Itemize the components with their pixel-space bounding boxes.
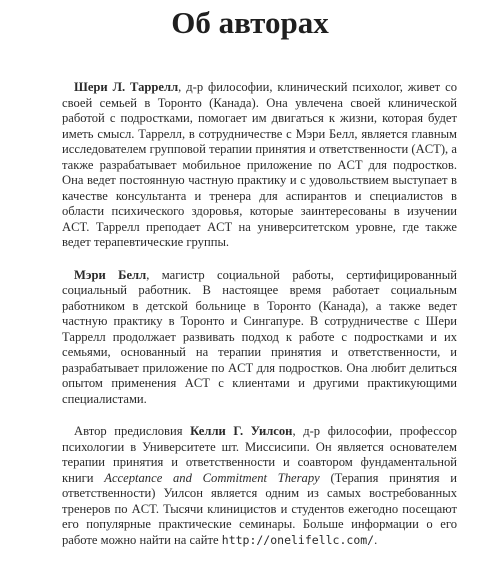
author-bio-text: , д-р философии, профессор психологии в Университете шт. Миссисипи. Он является основателем терапии принятия и ответственности и соавтором фундаментальной книги (62, 424, 457, 485)
author-bio-text: (Терапия принятия и ответственности) Уилсон является одним из самых востребованных тренеров по ACT. Тысячи клиницистов и студентов ежегодно посещают его популярные практические семинары. Больше информации о его работе можно найти на сайте (62, 470, 457, 547)
author-name-turrell: Шери Л. Таррелл (74, 80, 179, 94)
author-bio-turrell (62, 80, 457, 251)
author-bio-bell (62, 268, 457, 408)
website-link[interactable]: http://onelifellc.com/ (221, 532, 375, 547)
sentence-end: . (374, 532, 378, 547)
author-name-wilson: Келли Г. Уилсон (190, 424, 293, 438)
page-title: Об авторах (171, 5, 329, 40)
author-bio-text: , д-р философии, клинический психолог, живет со своей семьей в Торонто (Канада). Она увлечена своей клинической работой с подростками, помогает им двигаться к жизни, которая будет иметь смысл. Таррелл, в сотрудничестве с Мэри Белл, является главным исследователем групповой терапии принятия и ответственности (ACT), а также разрабатывает мобильное приложение по ACT для подростков. Она ведет постоянную частную практику и с удовольствием выступает в качестве консультанта и тренера для аспирантов и специалистов в области психического здоровья, которые заинтересованы в изучении ACT. Таррелл преподает ACT на университетском уровне, где также ведет терапевтические группы. (62, 80, 457, 249)
author-bio-text: , магистр социальной работы, сертифицированный социальный работник. В настоящее время работает социальным работником в детской больнице в Торонто (Канада), а также ведет частную практику в Торонто и Сингапуре. В сотрудничестве с Шери Таррелл продолжает развивать подход к работе с подростками и их семьями, основанный на терапии принятия и ответственности, и разрабатывает приложение по ACT для подростков. Она любит делиться опытом применения ACT с клиентами и другими практикующими специалистами. (62, 267, 457, 406)
authors-section (62, 80, 457, 564)
foreword-author-bio-wilson (62, 424, 457, 548)
author-name-bell: Мэри Белл (74, 267, 147, 282)
book-title: Acceptance and Commitment Therapy (104, 470, 320, 485)
foreword-intro: Автор предисловия (74, 424, 191, 438)
